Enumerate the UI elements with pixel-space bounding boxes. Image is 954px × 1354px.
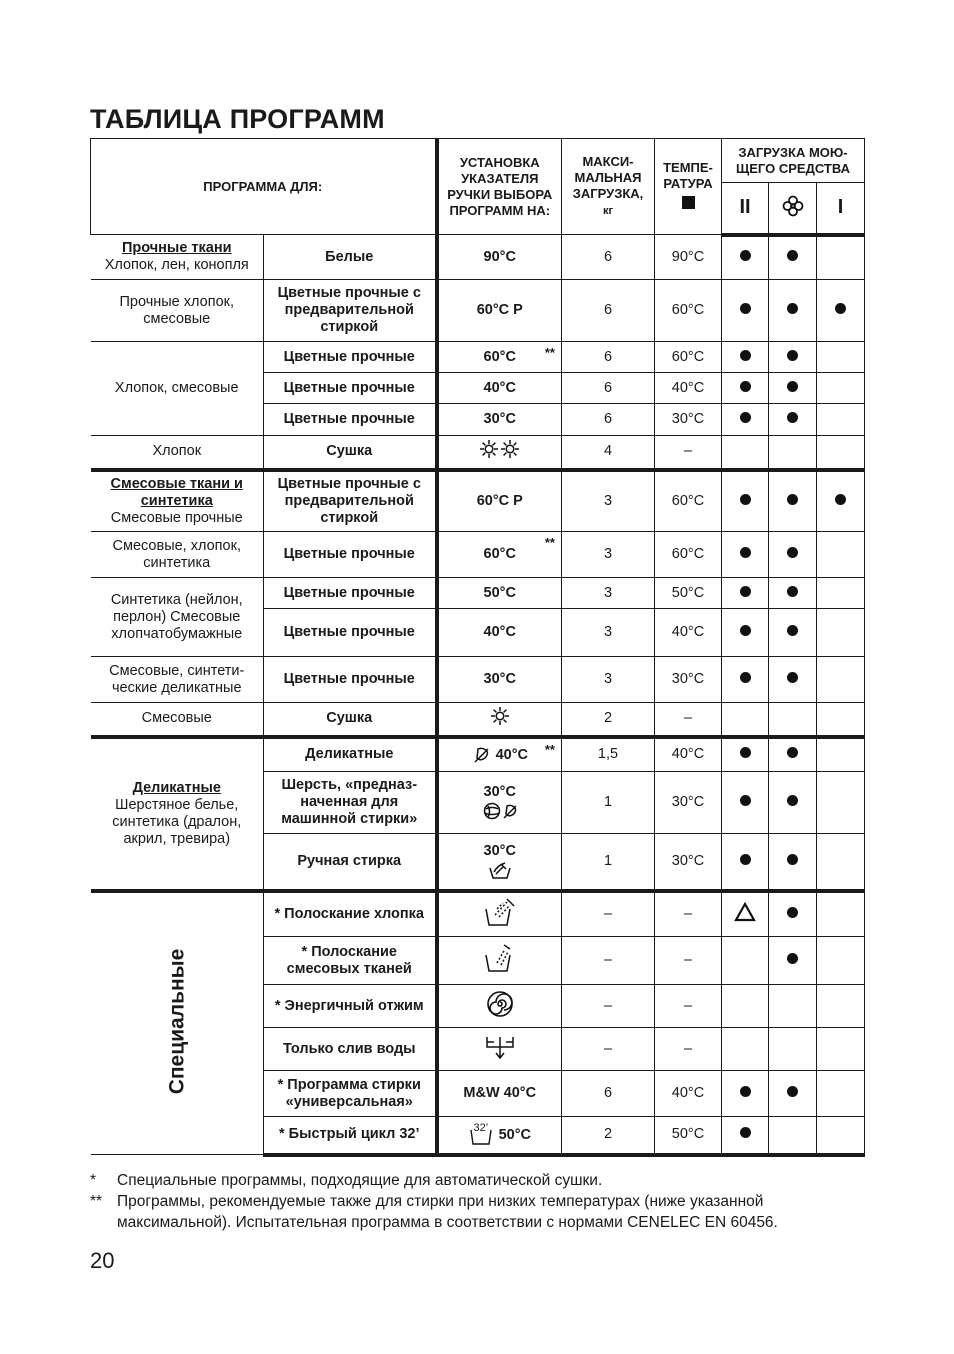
det-i — [817, 703, 865, 737]
det-ii — [722, 937, 769, 985]
det-flower — [769, 737, 817, 772]
det-flower — [769, 470, 817, 532]
quick-cycle-icon — [469, 1121, 495, 1146]
knob-setting: 30°C — [437, 657, 562, 703]
program-name: * Программа стирки «универсальная» — [264, 1071, 437, 1117]
group-synthetic: Синтетика (нейлон, перлон) Смесовые хлопчатобумажные — [91, 578, 264, 657]
dot-icon — [787, 350, 798, 361]
det-i — [817, 235, 865, 280]
det-ii — [722, 657, 769, 703]
table-row — [91, 470, 865, 532]
program-name: Ручная стирка — [264, 834, 437, 891]
knob-setting: 40°C — [437, 609, 562, 657]
det-flower — [769, 1071, 817, 1117]
knob-setting: 50°C — [437, 578, 562, 609]
footnotes — [90, 1170, 870, 1233]
dot-icon — [787, 412, 798, 423]
det-flower — [769, 373, 817, 404]
double-asterisk: ** — [544, 535, 555, 550]
page-number: 20 — [90, 1248, 115, 1273]
group-subtitle: Смесовые прочные — [110, 509, 243, 526]
footnote-1 — [90, 1170, 870, 1191]
det-i — [817, 532, 865, 578]
det-flower — [769, 772, 817, 834]
det-flower — [769, 834, 817, 891]
det-flower — [769, 1117, 817, 1155]
det-ii — [722, 834, 769, 891]
group-mixed-cotton-synth: Смесовые, хлопок, синтетика — [91, 532, 264, 578]
footnote-mark: * — [90, 1172, 97, 1189]
temperature: – — [655, 1028, 722, 1071]
dot-icon — [740, 586, 751, 597]
program-name: Цветные прочные — [264, 532, 437, 578]
program-name: Белые — [264, 235, 437, 280]
knob-setting: 30°C — [437, 772, 562, 834]
double-asterisk: ** — [544, 741, 555, 757]
temperature: – — [655, 937, 722, 985]
max-load: 3 — [562, 532, 655, 578]
knob-setting: 32’ 50°C — [437, 1117, 562, 1155]
flower-icon — [781, 194, 805, 218]
temperature: 30°C — [655, 772, 722, 834]
det-ii — [722, 985, 769, 1028]
program-name: Только слив воды — [264, 1028, 437, 1071]
program-name: Цветные прочные с предварительной стиркой — [264, 470, 437, 532]
det-ii — [722, 470, 769, 532]
det-flower — [769, 1028, 817, 1071]
det-flower — [769, 985, 817, 1028]
det-i — [817, 834, 865, 891]
header-knob-setting: УСТАНОВКА УКАЗАТЕЛЯ РУЧКИ ВЫБОРА ПРОГРАММ НА: — [437, 139, 562, 235]
dot-icon — [740, 350, 751, 361]
header-max-load-label: МАКСИ-МАЛЬНАЯ ЗАГРУЗКА, — [572, 154, 644, 201]
temperature: 40°C — [655, 737, 722, 772]
temperature: 50°C — [655, 578, 722, 609]
dot-icon — [740, 250, 751, 261]
dot-icon — [787, 907, 798, 918]
det-i — [817, 1117, 865, 1155]
dot-icon — [740, 303, 751, 314]
footnote-2 — [90, 1191, 870, 1233]
max-load: 3 — [562, 657, 655, 703]
det-flower — [769, 532, 817, 578]
program-name: Цветные прочные — [264, 578, 437, 609]
knob-setting: 40°C ** — [437, 737, 562, 772]
det-i — [817, 404, 865, 436]
max-load: 6 — [562, 280, 655, 342]
table-row — [91, 891, 865, 937]
det-ii — [722, 404, 769, 436]
det-i — [817, 772, 865, 834]
det-ii — [722, 609, 769, 657]
knob-setting: 30°C — [437, 834, 562, 891]
dot-icon — [787, 303, 798, 314]
program-name: Сушка — [264, 436, 437, 470]
det-i — [817, 737, 865, 772]
det-flower — [769, 657, 817, 703]
det-flower — [769, 703, 817, 737]
dot-icon — [787, 586, 798, 597]
spin-icon — [485, 989, 515, 1019]
max-load: – — [562, 1028, 655, 1071]
dot-icon — [740, 1086, 751, 1097]
knob-setting: 60°C P — [437, 470, 562, 532]
knob-setting — [437, 1028, 562, 1071]
max-load: – — [562, 937, 655, 985]
knob-setting — [437, 891, 562, 937]
temperature: 60°C — [655, 470, 722, 532]
temperature: 30°C — [655, 834, 722, 891]
group-mixed: Смесовые — [91, 703, 264, 737]
temperature: – — [655, 436, 722, 470]
header-detergent: ЗАГРУЗКА МОЮ-ЩЕГО СРЕДСТВА — [722, 139, 865, 183]
group-special — [91, 891, 264, 1155]
drain-icon — [484, 1033, 516, 1061]
knob-setting: 90°C — [437, 235, 562, 280]
knob-setting — [437, 703, 562, 737]
temperature: 30°C — [655, 657, 722, 703]
program-table — [90, 138, 865, 1157]
knob-setting — [437, 937, 562, 985]
max-load: 2 — [562, 703, 655, 737]
temperature: – — [655, 891, 722, 937]
dot-icon — [740, 494, 751, 505]
dot-icon — [740, 1127, 751, 1138]
special-label: Специальные — [165, 948, 189, 1095]
det-ii — [722, 1117, 769, 1155]
temperature: 60°C — [655, 342, 722, 373]
dot-icon — [787, 953, 798, 964]
max-load: – — [562, 891, 655, 937]
rinse-icon — [483, 897, 517, 927]
program-name: Цветные прочные — [264, 657, 437, 703]
det-i — [817, 1071, 865, 1117]
det-i — [817, 985, 865, 1028]
header-program-for: ПРОГРАММА ДЛЯ: — [91, 139, 437, 235]
dot-icon — [787, 854, 798, 865]
dot-icon — [787, 250, 798, 261]
det-i — [817, 342, 865, 373]
det-i — [817, 657, 865, 703]
temperature: 60°C — [655, 532, 722, 578]
max-load: – — [562, 985, 655, 1028]
det-ii — [722, 342, 769, 373]
det-i — [817, 1028, 865, 1071]
max-load: 6 — [562, 1071, 655, 1117]
program-name: Сушка — [264, 703, 437, 737]
program-name: Цветные прочные с предварительной стиркой — [264, 280, 437, 342]
header-temperature-label: ТЕМПЕ-РАТУРА — [663, 160, 713, 191]
group-subtitle: Хлопок, лен, конопля — [104, 257, 249, 273]
dot-icon — [740, 547, 751, 558]
det-ii — [722, 772, 769, 834]
det-ii — [722, 578, 769, 609]
group-delicate — [91, 737, 264, 891]
rinse-synthetic-icon — [483, 943, 517, 973]
det-ii — [722, 235, 769, 280]
det-i — [817, 373, 865, 404]
dot-icon — [740, 672, 751, 683]
det-ii — [722, 1071, 769, 1117]
max-load: 1 — [562, 834, 655, 891]
det-i — [817, 280, 865, 342]
det-flower — [769, 609, 817, 657]
group-cotton-mixed: Хлопок, смесовые — [91, 342, 264, 436]
det-ii — [722, 1028, 769, 1071]
knob-setting: 30°C — [437, 404, 562, 436]
det-ii — [722, 280, 769, 342]
det-i — [817, 578, 865, 609]
max-load: 6 — [562, 342, 655, 373]
temperature: 30°C — [655, 404, 722, 436]
temperature: 60°C — [655, 280, 722, 342]
det-flower — [769, 342, 817, 373]
group-cotton-mixed-heavy: Прочные хлопок, смесовые — [91, 280, 264, 342]
group-title: Смесовые ткани и синтетика — [110, 475, 243, 509]
det-i — [817, 609, 865, 657]
footnote-mark: ** — [90, 1193, 103, 1210]
header-max-load — [562, 139, 655, 235]
feather-icon — [472, 745, 492, 765]
temperature: 90°C — [655, 235, 722, 280]
group-cotton: Хлопок — [91, 436, 264, 470]
program-name: Деликатные — [264, 737, 437, 772]
det-flower — [769, 436, 817, 470]
dot-icon — [787, 795, 798, 806]
dot-icon — [787, 494, 798, 505]
program-name: Цветные прочные — [264, 609, 437, 657]
dot-icon — [740, 381, 751, 392]
temperature: 40°C — [655, 609, 722, 657]
double-sun-icon — [479, 439, 521, 459]
program-name: Цветные прочные — [264, 373, 437, 404]
knob-setting — [437, 436, 562, 470]
program-name: * Энергичный отжим — [264, 985, 437, 1028]
footnote-text: Специальные программы, подходящие для автоматической сушки. — [117, 1172, 603, 1189]
table-row — [91, 436, 865, 470]
det-flower — [769, 235, 817, 280]
dot-icon — [787, 381, 798, 392]
max-load: 3 — [562, 470, 655, 532]
max-load: 3 — [562, 578, 655, 609]
max-load: 3 — [562, 609, 655, 657]
table-row — [91, 703, 865, 737]
det-ii — [722, 891, 769, 937]
compartment-i: I — [817, 183, 865, 235]
det-i — [817, 937, 865, 985]
dot-icon — [740, 625, 751, 636]
max-load: 2 — [562, 1117, 655, 1155]
det-i — [817, 470, 865, 532]
det-i — [817, 436, 865, 470]
knob-setting: M&W 40°C — [437, 1071, 562, 1117]
program-name: Цветные прочные — [264, 404, 437, 436]
det-flower — [769, 404, 817, 436]
max-load: 6 — [562, 235, 655, 280]
knob-setting — [437, 985, 562, 1028]
program-name: * Полоскание хлопка — [264, 891, 437, 937]
square-icon — [682, 196, 695, 209]
compartment-flower — [769, 183, 817, 235]
table-row — [91, 657, 865, 703]
max-load: 6 — [562, 373, 655, 404]
knob-setting: 40°C — [437, 373, 562, 404]
program-name: * Быстрый цикл 32’ — [264, 1117, 437, 1155]
temperature: – — [655, 703, 722, 737]
table-row — [91, 737, 865, 772]
program-name: * Полоскание смесовых тканей — [264, 937, 437, 985]
table-row — [91, 342, 865, 373]
dot-icon — [787, 747, 798, 758]
dot-icon — [740, 795, 751, 806]
det-flower — [769, 891, 817, 937]
max-load: 6 — [562, 404, 655, 436]
dot-icon — [740, 747, 751, 758]
group-mixed-delicate: Смесовые, синтети-ческие деликатные — [91, 657, 264, 703]
compartment-ii: II — [722, 183, 769, 235]
group-heavy-fabrics — [91, 235, 264, 280]
footnote-text: Программы, рекомендуемые также для стирки при низких температурах (ниже указанной максимальной). Испытательная программа в соответствии с нормами CENELEC EN 60456. — [117, 1193, 778, 1231]
temperature: 40°C — [655, 1071, 722, 1117]
table-row — [91, 280, 865, 342]
det-ii — [722, 373, 769, 404]
group-subtitle: Шерстяное белье, синтетика (дралон, акрил, тревира) — [112, 796, 242, 847]
max-load: 4 — [562, 436, 655, 470]
group-mixed-synthetic — [91, 470, 264, 532]
program-name: Цветные прочные — [264, 342, 437, 373]
program-name: Шерсть, «предназ-наченная для машинной стирки» — [264, 772, 437, 834]
temperature: 40°C — [655, 373, 722, 404]
dot-icon — [787, 672, 798, 683]
det-ii — [722, 703, 769, 737]
det-ii — [722, 436, 769, 470]
table-row — [91, 578, 865, 609]
table-row — [91, 235, 865, 280]
header-max-load-unit: кг — [602, 205, 614, 217]
det-i — [817, 891, 865, 937]
header-temperature — [655, 139, 722, 235]
table-row — [91, 532, 865, 578]
group-title: Деликатные — [132, 779, 221, 796]
max-load: 1 — [562, 772, 655, 834]
triangle-icon — [734, 902, 756, 922]
det-ii — [722, 532, 769, 578]
temperature: – — [655, 985, 722, 1028]
temperature: 50°C — [655, 1117, 722, 1155]
wool-icon — [480, 801, 520, 821]
det-flower — [769, 937, 817, 985]
dot-icon — [740, 854, 751, 865]
group-title: Прочные ткани — [121, 240, 232, 256]
dot-icon — [835, 303, 846, 314]
knob-setting: 60°C ** — [437, 342, 562, 373]
det-ii — [722, 737, 769, 772]
det-flower — [769, 578, 817, 609]
dot-icon — [787, 1086, 798, 1097]
quick-cycle-minutes: 32’ — [473, 1121, 489, 1134]
page-title: ТАБЛИЦА ПРОГРАММ — [90, 104, 385, 134]
knob-setting: 60°C P — [437, 280, 562, 342]
double-asterisk: ** — [544, 345, 555, 360]
dot-icon — [740, 412, 751, 423]
hand-wash-icon — [488, 860, 512, 880]
max-load: 1,5 — [562, 737, 655, 772]
knob-setting: 60°C ** — [437, 532, 562, 578]
dot-icon — [787, 625, 798, 636]
det-flower — [769, 280, 817, 342]
sun-icon — [490, 706, 510, 726]
dot-icon — [787, 547, 798, 558]
dot-icon — [835, 494, 846, 505]
